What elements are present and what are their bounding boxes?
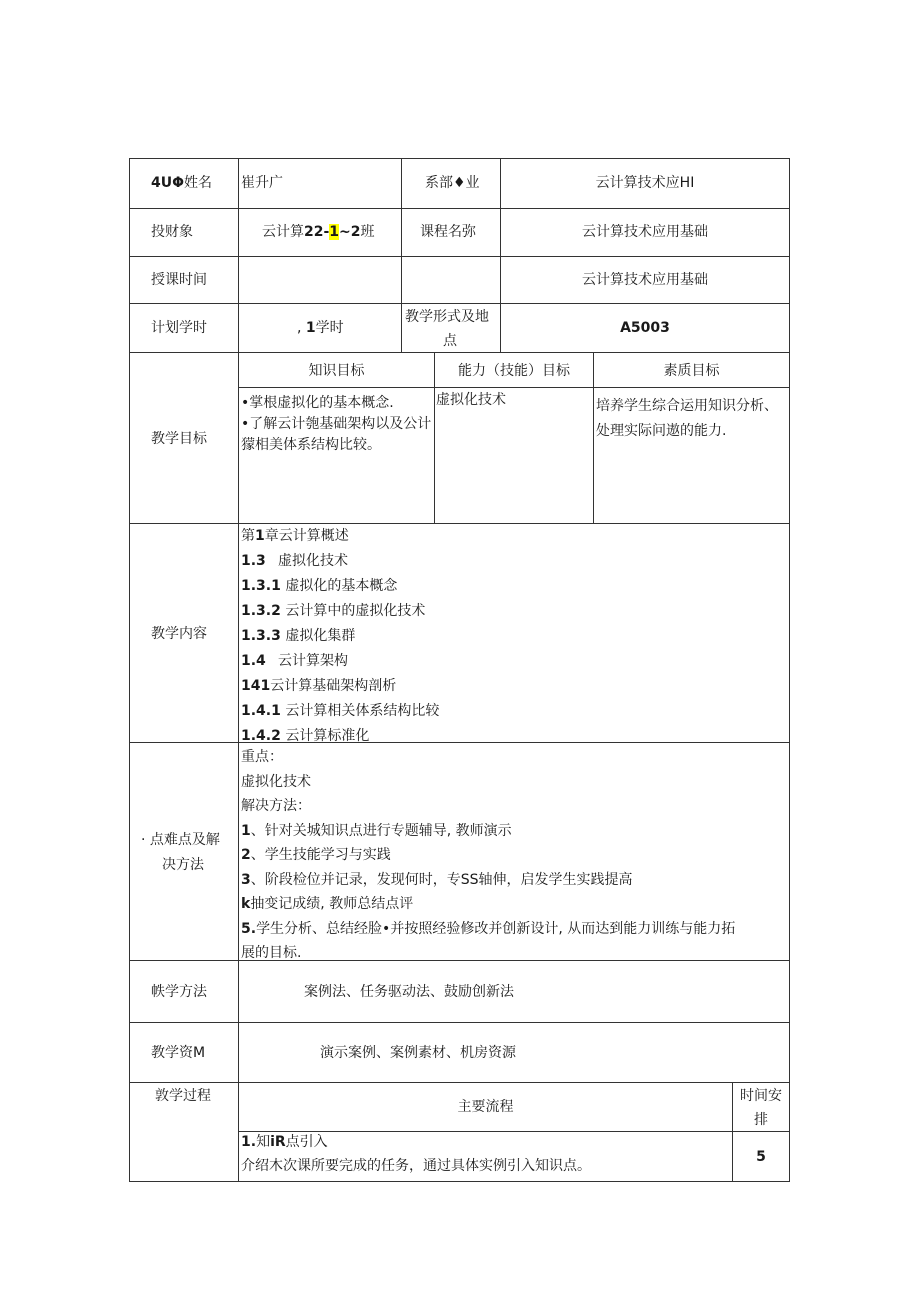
hours-label: 计划学时: [151, 320, 207, 336]
process-main-header: 主要流程: [457, 1099, 514, 1115]
content-line: 1.3.1 虚拟化的基本概念: [241, 578, 398, 594]
difficulty-list: [241, 745, 788, 960]
difficulty-label-line1: · 点难点及解: [141, 832, 220, 848]
process-time-header-line1: 时间安: [740, 1088, 782, 1104]
ability-header: 能力（技能）目标: [458, 363, 570, 379]
objectives-label: 教学目标: [151, 431, 207, 447]
course-label: 课程名弥: [420, 224, 476, 240]
table-border-left: [129, 158, 130, 1182]
row-line: [129, 1022, 790, 1023]
time-right-value: 云计算技术应用基础: [582, 272, 708, 288]
ability-text: 虚拟化技术: [436, 392, 506, 408]
knowledge-text: •掌根虚拟化的基本概念. •了解云计匏基础架构以及公计獴相美体系结构比较。: [241, 395, 432, 453]
content-line: 第1章云计算概述: [241, 528, 349, 544]
course-value: 云计算技术应用基础: [582, 224, 708, 240]
table-border-top: [129, 158, 790, 159]
row-line: [129, 742, 790, 743]
row-line: [129, 303, 790, 304]
difficulty-item: 5.学生分析、总结经脸•并按照经验修改并创新设计, 从而达到能力训练与能力拓: [241, 920, 736, 937]
difficulty-item: 3、阶段检位并记录，发现何时，专SS轴伸，启发学生实践提高: [241, 871, 633, 888]
process-step-time: 5: [756, 1149, 766, 1165]
row-line: [238, 1131, 790, 1132]
class-value: 云计算22-1~2班: [262, 224, 375, 240]
content-line: 141云计算基础架构剖析: [241, 678, 397, 694]
form-label-line1: 教学形式及地: [405, 309, 489, 325]
method-label: 帙学方法: [151, 984, 207, 1000]
difficulty-item: 2、学生技能学习与实践: [241, 847, 391, 863]
table-border-bottom: [129, 1181, 790, 1182]
content-list: [241, 524, 786, 742]
difficulty-item: k抽变记成绩, 教师总结点评: [241, 896, 414, 912]
method-value: 案例法、任务驱动法、鼓励创新法: [304, 984, 514, 1000]
time-label: 授课时间: [151, 272, 207, 288]
target-label: 投财象: [151, 224, 193, 240]
teacher-name: 崔升广: [241, 175, 283, 191]
process-label: 敦学过程: [155, 1088, 211, 1104]
dept-value: 云计算技术应HI: [595, 175, 695, 191]
row-line: [238, 387, 790, 388]
difficulty-label-line2: 决方法: [162, 857, 204, 873]
hours-value: , 1学时: [297, 320, 344, 336]
row-line: [129, 352, 790, 353]
dept-label: 系部♦业: [425, 175, 480, 191]
content-line: 1.4.2 云计算标准化: [241, 728, 370, 742]
content-line: 1.3.2 云计算中的虚拟化技术: [241, 603, 426, 619]
col-line: [238, 158, 239, 1182]
content-line: 1.4.1 云计算相关体系结构比较: [241, 703, 440, 719]
key-label: 重点：: [241, 749, 283, 765]
process-time-header-line2: 排: [754, 1112, 768, 1128]
form-label-line2: 点: [443, 333, 457, 349]
content-line: 1.3 虚拟化技术: [241, 553, 348, 569]
key-value: 虚拟化技术: [241, 773, 311, 790]
quality-header: 素质目标: [663, 363, 720, 379]
form-value: A5003: [620, 320, 670, 336]
difficulty-tail: 展的目标.: [241, 945, 302, 960]
row-line: [129, 208, 790, 209]
row-line: [129, 1082, 790, 1083]
method-label: 解决方法：: [241, 798, 311, 814]
row-line: [129, 960, 790, 961]
content-line: 1.4 云计算架构: [241, 653, 348, 669]
resources-value: 演示案例、案例素材、机房资源: [320, 1045, 516, 1061]
content-line: 1.3.3 虚拟化集群: [241, 628, 356, 644]
table-border-right: [789, 158, 790, 1182]
process-step-title: 1.知iR点引入: [241, 1134, 328, 1150]
content-label: 教学内容: [151, 626, 207, 642]
teacher-label: 4UΦ姓名: [151, 175, 213, 191]
quality-text: 培养学生综合运用知识分析、处理实际问遨的能力.: [596, 398, 778, 439]
process-step-desc: 介绍木次课所要完成的任务，通过具体实例引入知识点。: [241, 1158, 591, 1174]
knowledge-header: 知识目标: [308, 363, 365, 379]
row-line: [129, 256, 790, 257]
difficulty-item: 1、针对关城知识点进行专题辅导, 教师演示: [241, 822, 512, 839]
resources-label: 教学资M: [151, 1045, 206, 1061]
col-line: [401, 158, 402, 352]
